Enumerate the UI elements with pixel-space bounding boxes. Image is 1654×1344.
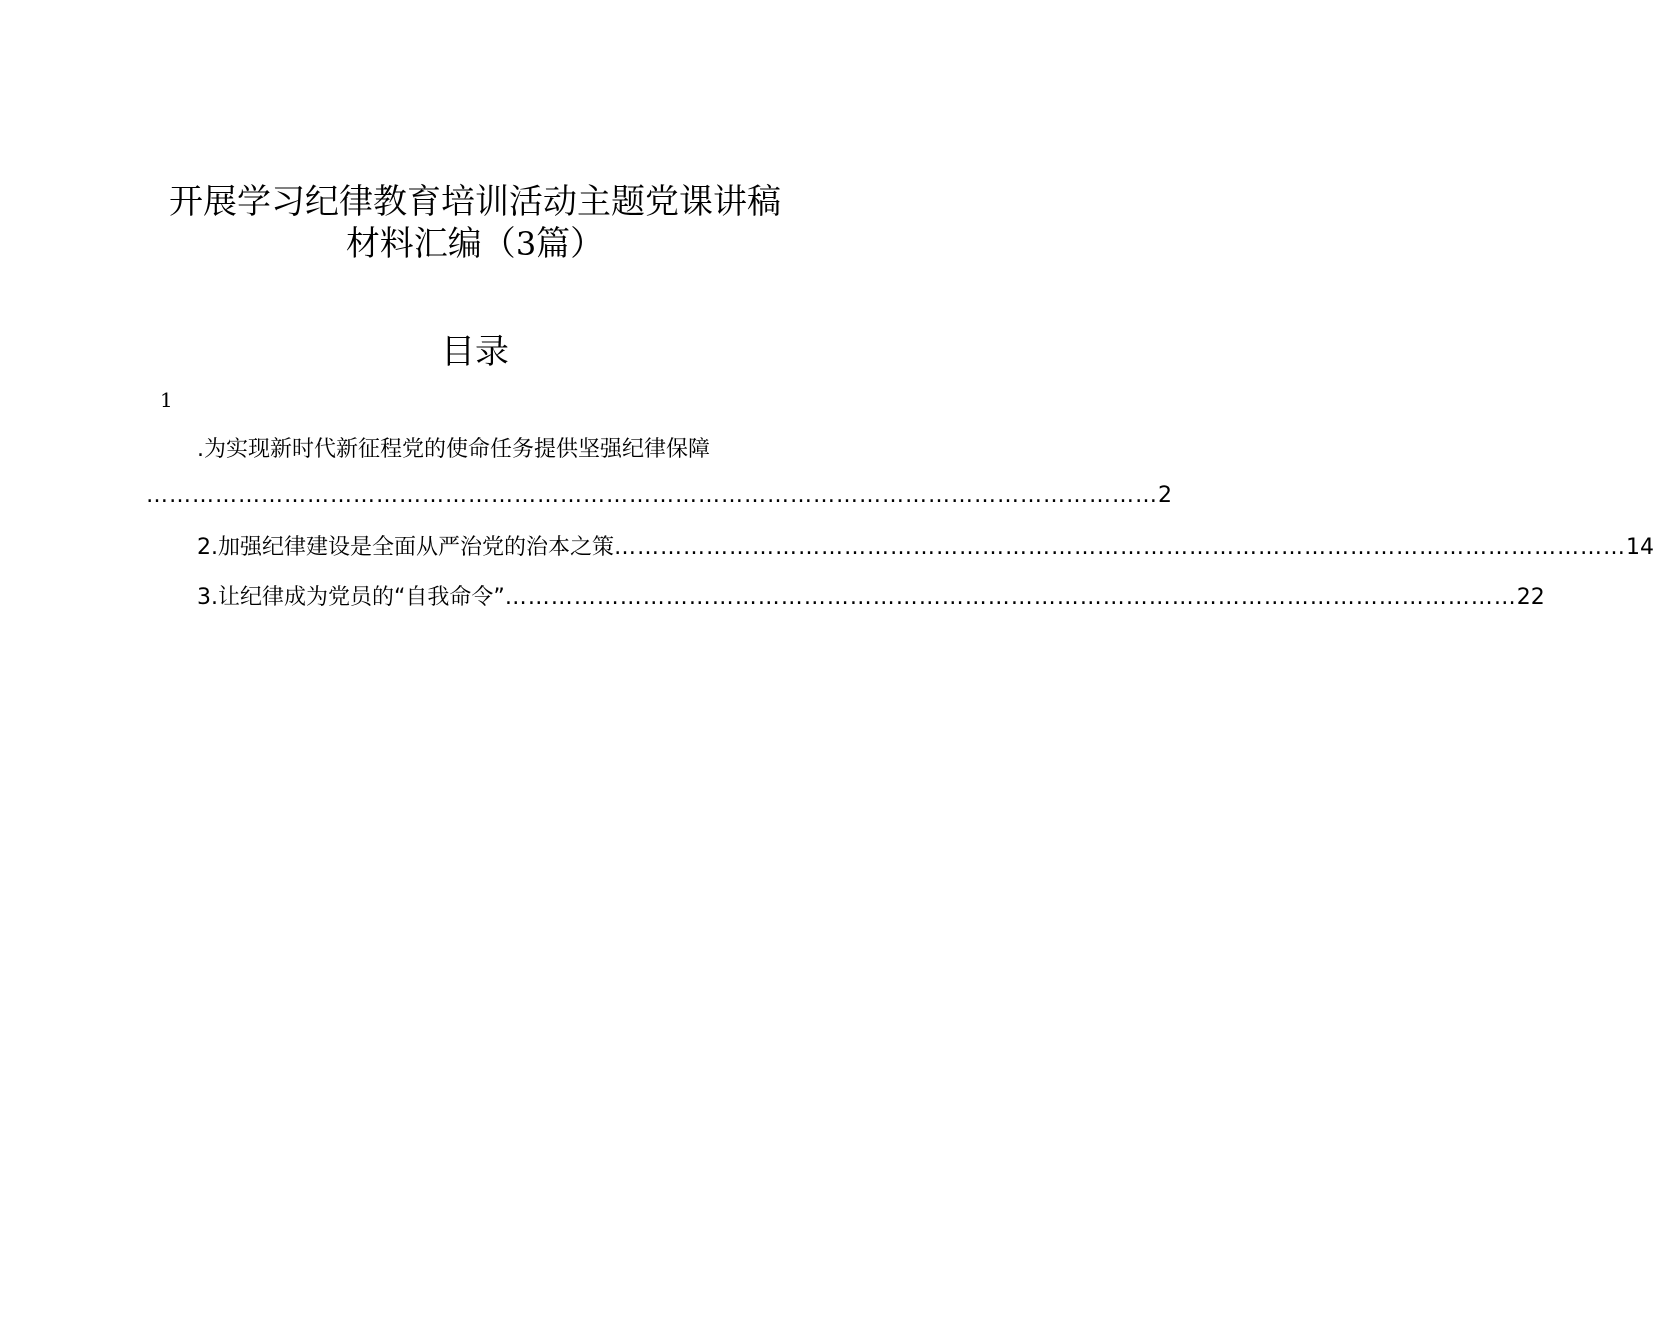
toc-entry-2-title: 2.加强纪律建设是全面从严治党的治本之策 xyxy=(197,535,614,560)
document-title-line-1: 开展学习纪律教育培训活动主题党课讲稿 xyxy=(169,182,781,222)
toc-entry-2-dots: …………………………………………………………………………………………………………………… xyxy=(614,535,1626,560)
toc-entry-3-page: 22 xyxy=(1516,585,1545,610)
toc-entry-3-dots: …………………………………………………………………………………………………………………… xyxy=(504,585,1517,610)
toc-entry-1-title[interactable]: .为实现新时代新征程党的使命任务提供坚强纪律保障 xyxy=(197,437,710,462)
title-line-2-prefix: 材料汇编（ xyxy=(345,224,516,264)
toc-entry-3[interactable] xyxy=(197,582,1545,614)
title-line-2-number: 3 xyxy=(515,225,537,263)
toc-entry-1-leader[interactable] xyxy=(146,480,1172,512)
toc-entry-1-dots: …………………………………………………………………………………………………………………… xyxy=(146,483,1158,508)
toc-entry-2-page: 14 xyxy=(1626,535,1654,560)
toc-entry-1-number: 1 xyxy=(160,388,173,412)
title-line-2-suffix: 篇） xyxy=(536,224,605,264)
toc-entry-3-title: 3.让纪律成为党员的“自我命令” xyxy=(197,585,505,610)
document-title-line-2 xyxy=(0,222,950,266)
toc-entry-1-page: 2 xyxy=(1158,483,1172,508)
toc-heading: 目录 xyxy=(441,332,509,372)
toc-entry-2[interactable] xyxy=(197,532,1654,564)
